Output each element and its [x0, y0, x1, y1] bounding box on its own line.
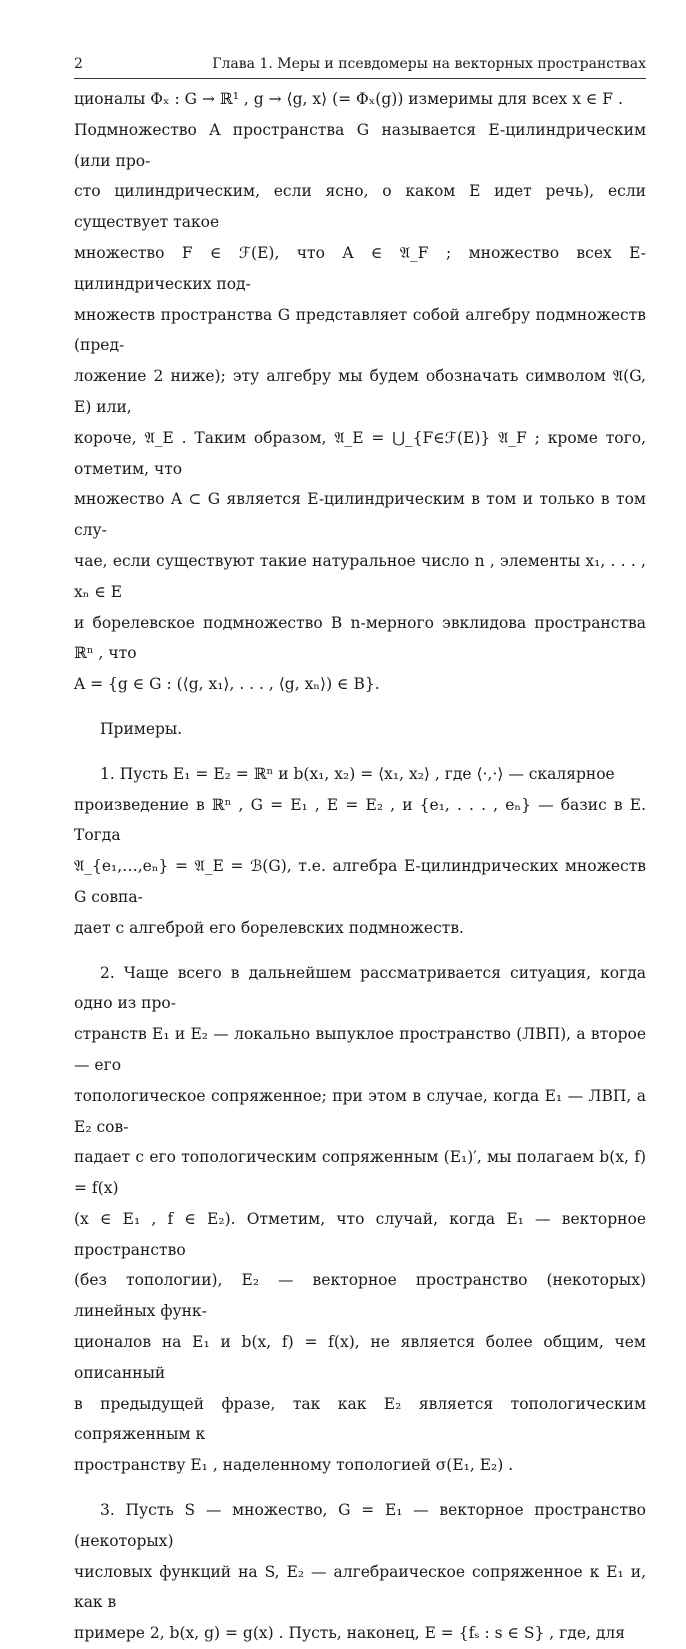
paragraph-example-3: [74, 1495, 646, 1649]
text-line: пространству E₁ , наделенному топологией σ(E₁, E₂) .: [74, 1456, 514, 1475]
text-line: и борелевское подмножество B n-мерного эвклидова пространства ℝⁿ , что: [74, 613, 646, 663]
text-line: множеств пространства G представляет собой алгебру подмножеств (пред-: [74, 305, 646, 355]
text-line: 2. Чаще всего в дальнейшем рассматривается ситуация, когда одно из про-: [74, 963, 646, 1013]
text-line: (без топологии), E₂ — векторное пространство (некоторых) линейных функ-: [74, 1271, 646, 1321]
text-line: короче, 𝔄_E . Таким образом, 𝔄_E = ⋃_{F∈ℱ(E)} 𝔄_F ; кроме того, отметим, что: [74, 428, 646, 478]
text-line: A = {g ∈ G : (⟨g, x₁⟩, . . . , ⟨g, xₙ⟩) ∈ B}.: [74, 675, 380, 694]
text-line: множество F ∈ ℱ(E), что A ∈ 𝔄_F ; множество всех E-цилиндрических под-: [74, 243, 646, 293]
text-line: дает с алгеброй его борелевских подмножеств.: [74, 918, 464, 937]
running-header: [74, 50, 646, 79]
running-title: Глава 1. Меры и псевдомеры на векторных пространствах: [212, 56, 646, 72]
text-line: (x ∈ E₁ , f ∈ E₂). Отметим, что случай, когда E₁ — векторное пространство: [74, 1209, 646, 1259]
paragraph-cylindrical-definition: [74, 84, 646, 700]
paragraph-example-2: [74, 958, 646, 1482]
text-line: в предыдущей фразе, так как E₂ является топологическим сопряженным к: [74, 1394, 646, 1444]
text-line: ционалов на E₁ и b(x, f) = f(x), не является более общим, чем описанный: [74, 1333, 646, 1382]
text-line: чае, если существуют такие натуральное число n , элементы x₁, . . . , xₙ ∈ E: [74, 551, 646, 601]
body-text: [74, 84, 646, 1649]
text-line: числовых функций на S, E₂ — алгебраическое сопряженное к E₁ и, как в: [74, 1562, 646, 1612]
text-line: сто цилиндрическим, если ясно, о каком E идет речь), если существует такое: [74, 182, 646, 232]
text-line: странств E₁ и E₂ — локально выпуклое пространство (ЛВП), а второе — его: [74, 1025, 646, 1074]
text-line: 3. Пусть S — множество, G = E₁ — векторное пространство (некоторых): [74, 1501, 646, 1550]
page-number: 2: [74, 56, 83, 72]
text-line: 𝔄_{e₁,…,eₙ} = 𝔄_E = ℬ(G), т.е. алгебра E-цилиндрических множеств G совпа-: [74, 857, 646, 906]
text-line: множество A ⊂ G является E-цилиндрическим в том и только в том слу-: [74, 490, 646, 540]
text-line: Подмножество A пространства G называется E-цилиндрическим (или про-: [74, 120, 646, 170]
text-line: произведение в ℝⁿ , G = E₁ , E = E₂ , и {e₁, . . . , eₙ} — базис в E. Тогда: [74, 795, 646, 845]
text-line: 1. Пусть E₁ = E₂ = ℝⁿ и b(x₁, x₂) = ⟨x₁, x₂⟩ , где ⟨·,·⟩ — скалярное: [100, 764, 615, 783]
text-line: ложение 2 ниже); эту алгебру мы будем обозначать символом 𝔄(G, E) или,: [74, 367, 646, 416]
text-line: примере 2, b(x, g) = g(x) . Пусть, наконец, E = {fₛ : s ∈ S} , где, для: [74, 1624, 626, 1643]
paragraph-example-1: [74, 759, 646, 944]
text-line: ционалы Φₓ : G → ℝ¹ , g → ⟨g, x⟩ (= Φₓ(g)) измеримы для всех x ∈ F .: [74, 90, 623, 108]
text-line: падает с его топологическим сопряженным (E₁)′, мы полагаем b(x, f) = f(x): [74, 1148, 646, 1198]
text-line: топологическое сопряженное; при этом в случае, когда E₁ — ЛВП, а E₂ сов-: [74, 1086, 646, 1136]
paragraph-examples-heading: [74, 714, 646, 745]
examples-heading: Примеры.: [100, 719, 183, 738]
